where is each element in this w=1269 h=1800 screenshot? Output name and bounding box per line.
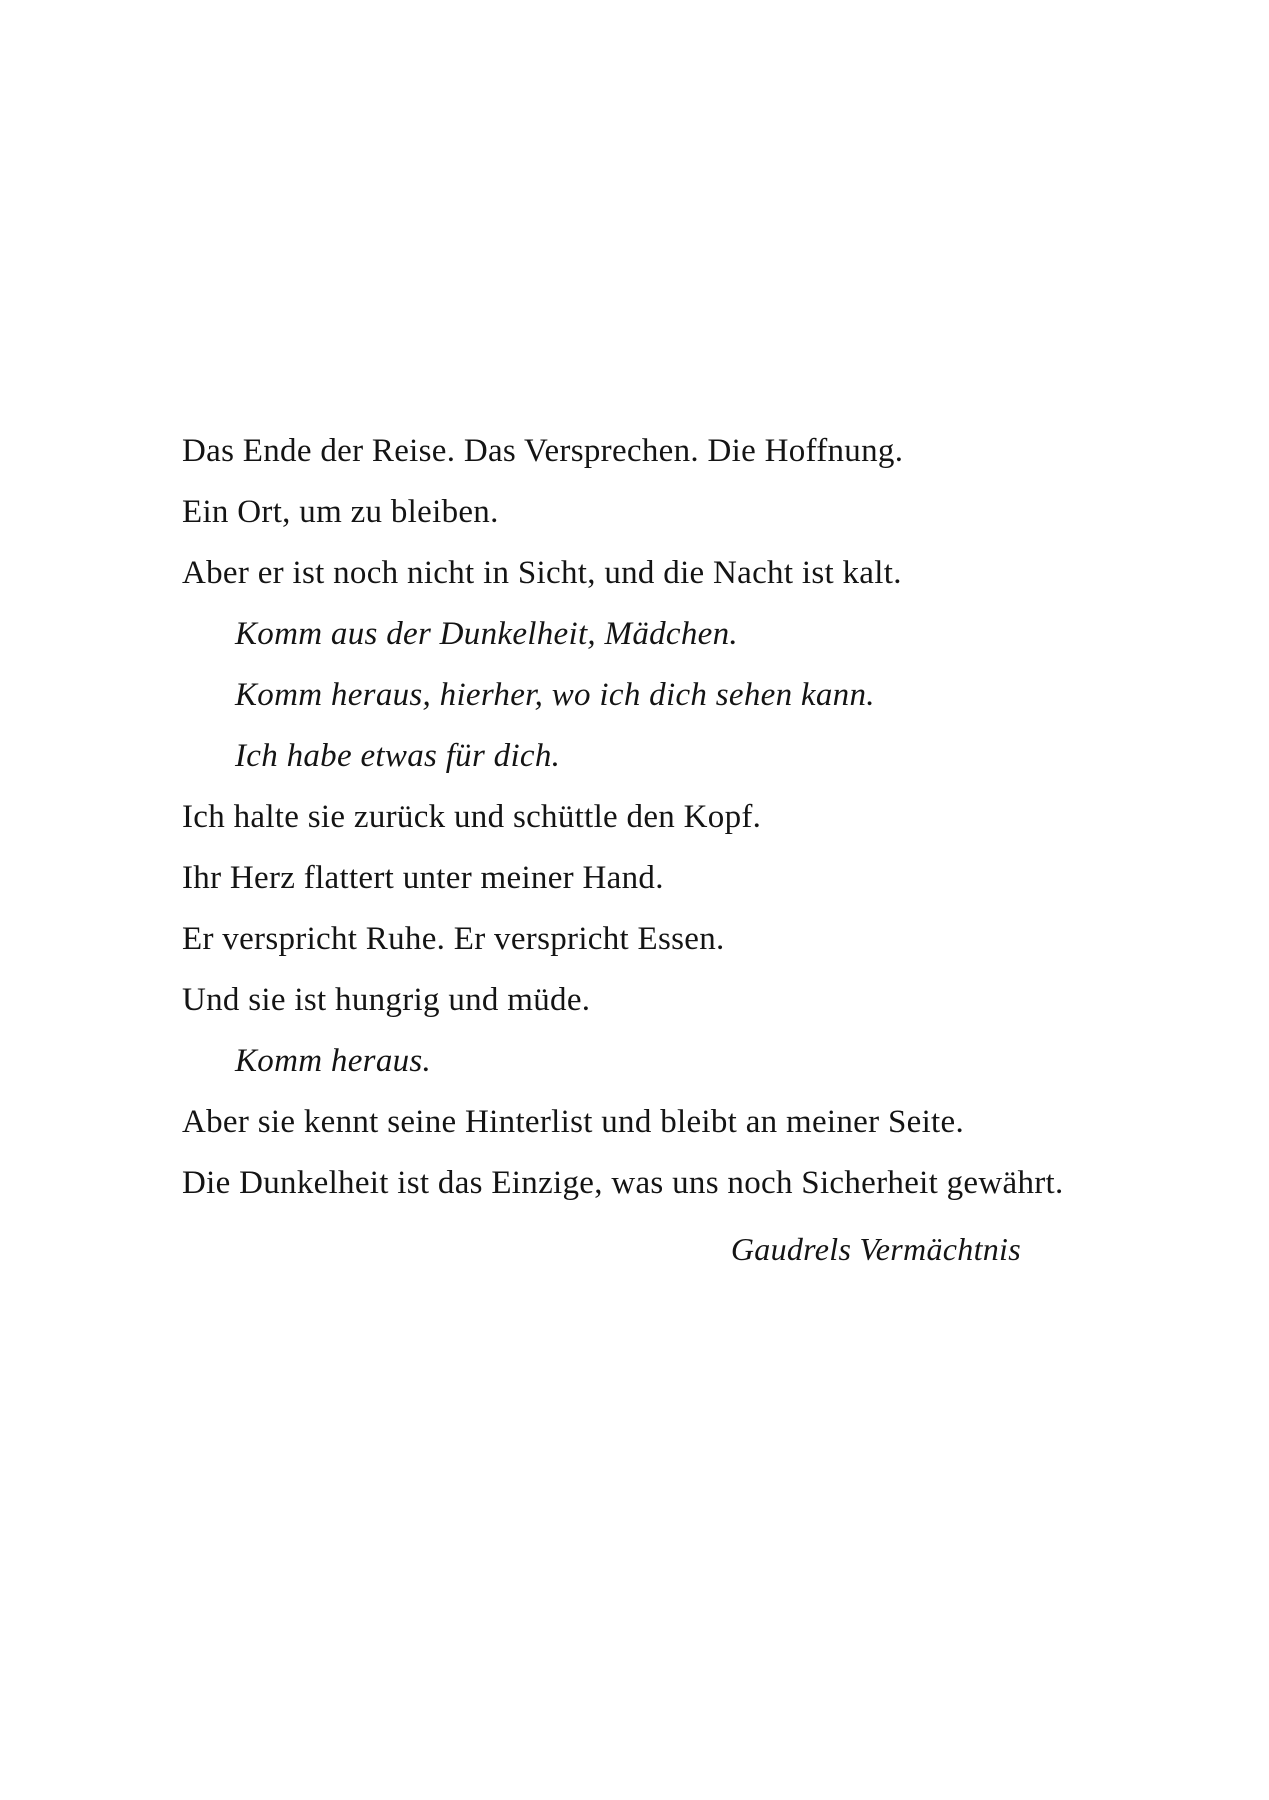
- poem-block: [182, 421, 1091, 1280]
- poem-line: Ich habe etwas für dich.: [235, 738, 561, 774]
- poem-line: Komm aus der Dunkelheit, Mädchen.: [235, 616, 738, 652]
- poem-line: Aber er ist noch nicht in Sicht, und die Nacht ist kalt.: [182, 555, 902, 591]
- poem-lines: [182, 421, 1091, 1214]
- poem-line: Das Ende der Reise. Das Versprechen. Die Hoffnung.: [182, 433, 904, 469]
- poem-line: Komm heraus.: [235, 1043, 432, 1079]
- poem-line: Ich halte sie zurück und schüttle den Kopf.: [182, 799, 762, 835]
- poem-line: Aber sie kennt seine Hinterlist und bleibt an meiner Seite.: [182, 1104, 965, 1140]
- poem-line: Die Dunkelheit ist das Einzige, was uns noch Sicherheit gewährt.: [182, 1165, 1064, 1201]
- poem-line: Ein Ort, um zu bleiben.: [182, 494, 499, 530]
- poem-line: Er verspricht Ruhe. Er verspricht Essen.: [182, 921, 725, 957]
- poem-line: Komm heraus, hierher, wo ich dich sehen kann.: [235, 677, 875, 713]
- poem-line: Und sie ist hungrig und müde.: [182, 982, 591, 1018]
- poem-attribution: Gaudrels Vermächtnis: [730, 1231, 1021, 1267]
- poem-line: Ihr Herz flattert unter meiner Hand.: [182, 860, 664, 896]
